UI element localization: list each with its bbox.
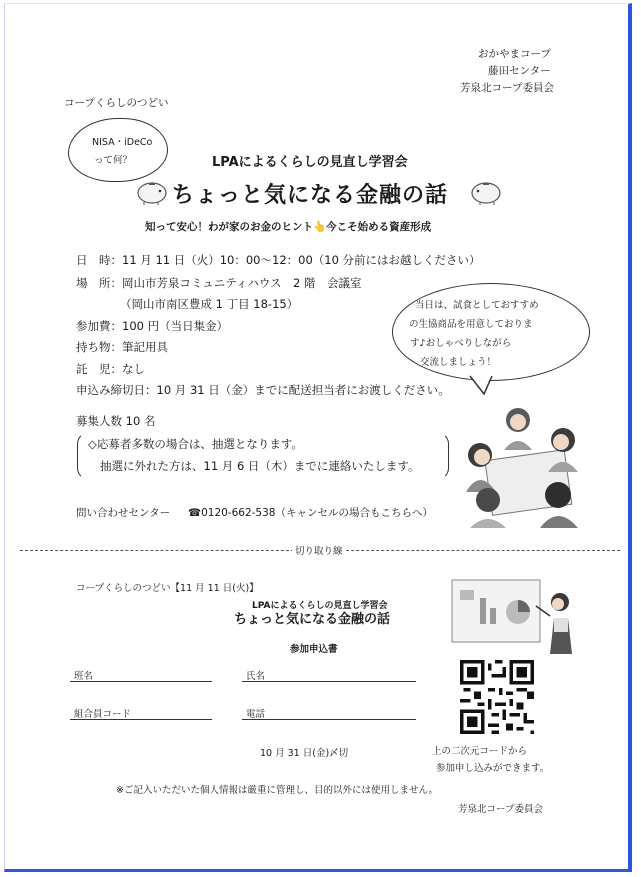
field-han-label: 班名 — [74, 671, 94, 682]
field-phone-label: 電話 — [246, 709, 266, 720]
presenter-illustration — [450, 578, 580, 658]
form-signature: 芳泉北コープ委員会 — [458, 804, 544, 815]
form-event-line: コープくらしのつどい【11 月 11 日(火)】 — [76, 583, 259, 594]
form-deadline: 10 月 31 日(金)〆切 — [260, 748, 349, 759]
place-label: 場 所： — [76, 276, 122, 290]
qr-caption-line-2: 参加申し込みができます。 — [436, 763, 550, 774]
speech-bubble-tail — [468, 374, 498, 396]
speech-bubble-line-3: す♪おしゃべりしながら — [410, 338, 512, 349]
notice-line-1: ◇応募者多数の場合は、抽選となります。 — [88, 437, 303, 451]
org-line-2: 藤田センター — [488, 65, 551, 77]
items: 持ち物：筆記用具 — [76, 340, 168, 354]
notice-line-2: 抽選に外れた方は、11 月 6 日（木）までに連絡いたします。 — [100, 459, 420, 473]
cloud-bubble-line-2: って何？ — [94, 155, 133, 166]
date-row — [76, 252, 481, 268]
form-subtitle: LPAによるくらしの見直し学習会 — [252, 601, 388, 611]
event-series: コープくらしのつどい — [64, 97, 169, 109]
speech-bubble-line-4: 交流しましょう！ — [420, 357, 497, 368]
field-name-label: 氏名 — [246, 671, 266, 682]
main-title: ちょっと気になる金融の話 — [172, 183, 449, 208]
speech-bubble-line-1: 当日は、試食としておすすめ — [415, 300, 539, 311]
date-value: 11 月 11 日（火）10：00〜12：00（10 分前にはお越しください） — [122, 253, 481, 267]
tagline: 知って安心！わが家のお金のヒント👆今こそ始める資産形成 — [145, 221, 432, 233]
qr-caption-line-1: 上の二次元コードから — [432, 746, 528, 757]
contact-phone: ☎0120-662-538（キャンセルの場合もこちらへ） — [188, 507, 433, 519]
group-illustration — [458, 400, 598, 530]
qr-code[interactable] — [460, 660, 534, 734]
field-phone-line[interactable] — [242, 719, 416, 720]
capacity: 募集人数 10 名 — [76, 414, 156, 428]
org-line-1: おかやまコープ — [478, 48, 551, 60]
place-row — [76, 275, 361, 291]
piggy-bank-icon — [132, 178, 172, 206]
childcare: 託 児：なし — [76, 362, 145, 376]
form-heading: 参加申込書 — [290, 644, 338, 655]
deadline: 申込み締切日：10 月 31 日（金）までに配送担当者にお渡しください。 — [76, 383, 450, 397]
place-value: 岡山市芳泉コミュニティハウス 2 階 会議室 — [122, 276, 362, 290]
cloud-bubble — [68, 118, 168, 182]
contact-label: 問い合わせセンター — [76, 507, 171, 519]
fee: 参加費：100 円（当日集金） — [76, 319, 229, 333]
piggy-bank-icon — [466, 178, 506, 206]
form-title: ちょっと気になる金融の話 — [234, 612, 391, 627]
date-label: 日 時： — [76, 253, 122, 267]
address: （岡山市南区豊成 1 丁目 18-15） — [120, 297, 299, 311]
cut-line-label: 切り取り線 — [292, 543, 346, 557]
field-member-line[interactable] — [70, 719, 212, 720]
cloud-bubble-line-1: NISA・iDeCo — [92, 137, 153, 148]
field-name-line[interactable] — [242, 681, 416, 682]
privacy-note: ※ご記入いただいた個人情報は厳重に管理し、目的以外には使用しません。 — [116, 785, 439, 796]
subtitle: LPAによるくらしの見直し学習会 — [212, 155, 408, 170]
org-line-3: 芳泉北コープ委員会 — [460, 82, 554, 94]
field-han-line[interactable] — [70, 681, 212, 682]
speech-bubble-line-2: の生協商品を用意しておりま — [409, 319, 533, 330]
field-member-label: 組合員コード — [74, 709, 132, 720]
